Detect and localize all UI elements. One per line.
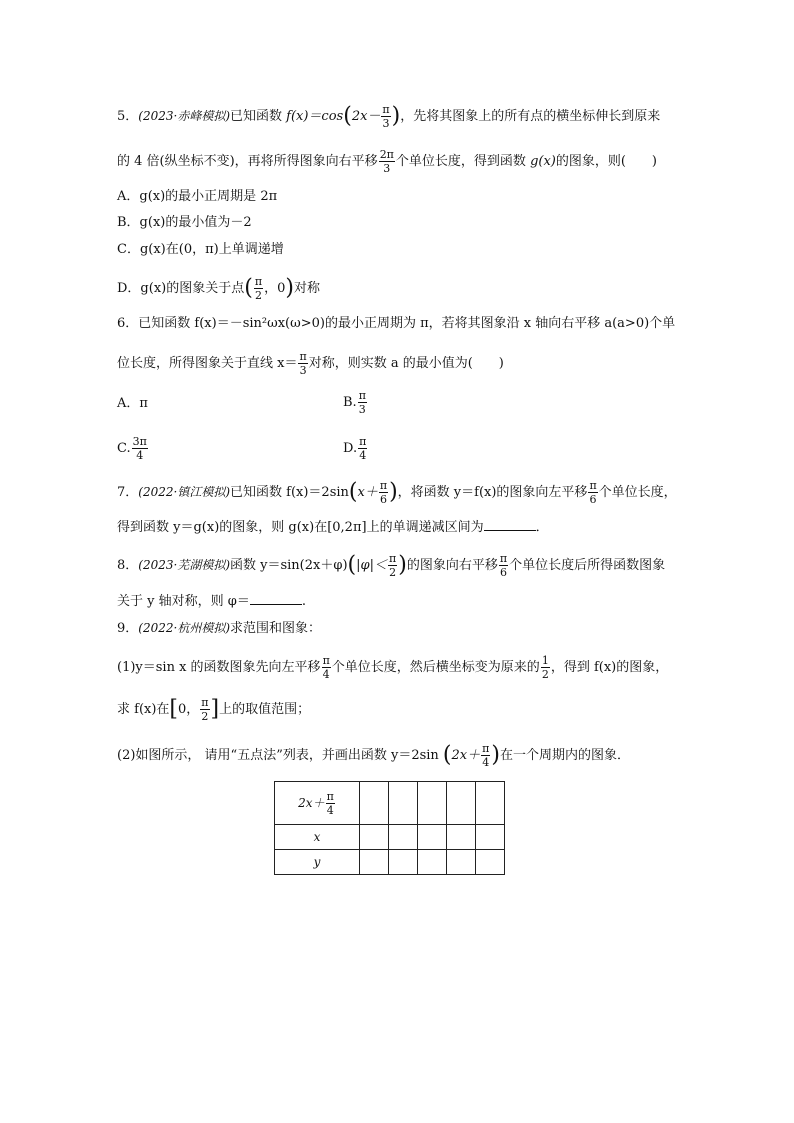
q9-part1-line-1	[117, 655, 668, 680]
fraction-pi-3	[298, 351, 307, 376]
fraction-pi-3	[381, 104, 390, 129]
q6-line2-text: 位长度，所得图象关于直线 x＝	[117, 356, 298, 371]
frac-num: π	[589, 479, 597, 492]
q9-p1-text: (1)y＝sin x 的函数图象先向左平移	[117, 660, 321, 675]
frac-den: 2	[541, 668, 549, 681]
frac-den: 4	[136, 449, 144, 462]
right-paren: )	[389, 479, 398, 505]
frac-den: 2	[254, 289, 262, 302]
frac-num: π	[389, 552, 397, 565]
q5-inner: 2x－	[351, 109, 381, 124]
table-cell[interactable]	[476, 782, 505, 825]
q8-text-2: 的图象向右平移	[406, 558, 498, 573]
q9-line-1	[117, 618, 321, 639]
q7-text-3: 个单位长度，	[598, 485, 677, 500]
table-cell[interactable]	[418, 850, 447, 875]
left-paren: (	[343, 103, 352, 129]
q9-p2-tail: 在一个周期内的图象．	[499, 748, 630, 763]
q7-line-1	[117, 480, 677, 505]
q5-gx: g(x)	[530, 154, 556, 169]
frac-den: 6	[379, 493, 387, 506]
frac-num: π	[482, 742, 490, 755]
table-head-x: x	[275, 825, 360, 850]
table-head-y: y	[275, 850, 360, 875]
fraction-pi-4	[358, 436, 367, 461]
fraction-3pi-4	[132, 436, 148, 461]
q8-text-3: 个单位长度后所得函数图象	[509, 558, 666, 573]
fraction-pi-6	[379, 480, 388, 505]
frac-num: π	[382, 103, 390, 116]
q9-p1-line2-tail: 上的取值范围；	[219, 702, 311, 717]
q5-text: 已知函数	[230, 109, 287, 124]
frac-den: 2	[201, 710, 209, 723]
q5-option-b: B．g(x)的最小值为－2	[117, 215, 252, 230]
left-paren: (	[442, 742, 452, 768]
q9-p1-line2-text: 求 f(x)在	[117, 702, 170, 717]
frac-num: π	[299, 350, 307, 363]
frac-den: 4	[482, 756, 490, 769]
frac-num: π	[499, 552, 508, 565]
q5-option-d	[117, 276, 320, 301]
five-point-table	[274, 781, 505, 875]
frac-den: 4	[359, 449, 367, 462]
table-cell[interactable]	[418, 782, 447, 825]
fraction-pi-2	[200, 697, 209, 722]
answer-blank[interactable]	[250, 592, 302, 605]
q5-text-2: ，先将其图象上的所有点的横坐标伸长到原来	[400, 109, 661, 124]
frac-num: π	[359, 435, 367, 448]
option-label: B.	[343, 395, 357, 410]
q7-inner: x＋	[357, 485, 378, 500]
frac-num: 1	[541, 654, 549, 667]
frac-den: 3	[383, 162, 391, 175]
frac-den: 6	[589, 493, 597, 506]
fraction-pi-3	[358, 390, 367, 415]
q7-line-2	[117, 518, 549, 538]
fraction-pi-4	[326, 791, 335, 816]
option-label: C.	[117, 441, 131, 456]
q9-p1-text-2: 个单位长度，然后横坐标变为原来的	[331, 660, 540, 675]
fraction-pi-4	[322, 655, 331, 680]
table-cell[interactable]	[360, 825, 389, 850]
table-cell[interactable]	[389, 782, 418, 825]
q5-line-2	[117, 149, 657, 174]
q7-number: 7．	[117, 485, 139, 500]
q9-p1-text-3: ，得到 f(x)的图象，	[550, 660, 669, 675]
q8-number: 8．	[117, 558, 139, 573]
left-bracket: [	[169, 696, 179, 722]
frac-num: π	[201, 696, 209, 709]
q8-inner: |φ|＜	[356, 558, 387, 573]
frac-num: 2π	[379, 148, 394, 161]
fraction-1-2	[541, 655, 550, 680]
q5-option-c: C．g(x)在(0，π)上单调递增	[117, 242, 284, 257]
q9-text: 求范围和图象：	[230, 621, 322, 636]
table-cell[interactable]	[389, 850, 418, 875]
frac-den: 3	[358, 403, 366, 416]
right-paren: )	[398, 552, 407, 578]
table-cell[interactable]	[447, 850, 476, 875]
q6-option-a: A．π	[117, 396, 148, 411]
right-paren: )	[491, 742, 500, 768]
frac-num: π	[326, 789, 334, 803]
frac-num: π	[254, 275, 263, 288]
fraction-pi-2	[254, 276, 263, 301]
q7-text-2: ，将函数 y＝f(x)的图象向左平移	[397, 485, 588, 500]
q6-line-1: 6．已知函数 f(x)＝－sin²ωx(ω>0)的最小正周期为 π，若将其图象沿 x 轴向右平移 a(a>0)个单	[117, 316, 676, 331]
table-cell[interactable]	[447, 782, 476, 825]
table-row	[275, 782, 505, 825]
left-paren: (	[348, 479, 358, 505]
head-text: 2x＋	[298, 795, 325, 810]
q7-line2-text: 得到函数 y＝g(x)的图象，则 g(x)在[0,2π]上的单调递减区间为	[117, 520, 484, 535]
fraction-pi-6	[499, 553, 508, 578]
q5-line2-text: 的 4 倍(纵坐标不变)，再将所得图象向右平移	[117, 154, 378, 169]
right-bracket: ]	[210, 696, 220, 722]
table-cell[interactable]	[418, 825, 447, 850]
fraction-2pi-3	[379, 149, 395, 174]
q5-number: 5．	[117, 109, 139, 124]
q7-period: ．	[535, 520, 549, 535]
table-cell[interactable]	[360, 850, 389, 875]
table-cell[interactable]	[447, 825, 476, 850]
frac-den: 4	[326, 803, 334, 817]
frac-den: 6	[499, 566, 507, 579]
q8-line-2	[117, 592, 306, 612]
q5-line2-text-b: 个单位长度，得到函数	[395, 154, 531, 169]
frac-num: π	[379, 479, 388, 492]
q8-source: (2023·芜湖模拟)	[138, 558, 230, 572]
q9-interval: 0，	[178, 702, 200, 717]
q8-line-1	[117, 553, 665, 578]
frac-den: 3	[299, 364, 307, 377]
frac-den: 3	[382, 117, 390, 130]
fraction-pi-4	[481, 743, 490, 768]
frac-num: 3π	[132, 435, 147, 448]
q9-p2-text: (2)如图所示， 请用“五点法”列表，并画出函数 y＝2sin	[117, 748, 443, 763]
left-paren: (	[244, 275, 253, 301]
q5-optd-text: D．g(x)的图象关于点	[117, 281, 245, 296]
q9-number: 9．	[117, 621, 139, 636]
q6-line2-text-b: 对称，则实数 a 的最小值为( )	[308, 356, 504, 371]
q5-source: (2023·赤峰模拟)	[138, 109, 230, 123]
table-cell[interactable]	[476, 850, 505, 875]
q6-option-d	[343, 436, 368, 461]
q5-optd-tail: 对称	[293, 281, 320, 296]
q9-source: (2022·杭州模拟)	[138, 621, 230, 635]
q8-text: 函数 y＝sin(2x＋φ)	[230, 558, 348, 573]
q5-line-1	[117, 104, 660, 129]
q9-part1-line-2	[117, 697, 310, 722]
table-row	[275, 850, 505, 875]
frac-den: 4	[322, 668, 330, 681]
q9-part2-line	[117, 743, 630, 768]
q5-line2-text-c: 的图象，则( )	[555, 154, 658, 169]
q5-optd-zero: ，0	[264, 281, 286, 296]
table-cell[interactable]	[476, 825, 505, 850]
table-head-2x-plus-pi4	[275, 782, 360, 825]
option-label: D.	[343, 441, 358, 456]
q7-text: 已知函数 f(x)＝2sin	[230, 485, 349, 500]
table-cell[interactable]	[360, 782, 389, 825]
frac-num: π	[322, 654, 330, 667]
frac-den: 2	[389, 566, 397, 579]
table-row	[275, 825, 505, 850]
fraction-pi-6	[588, 480, 597, 505]
q8-period: .	[301, 594, 306, 609]
frac-num: π	[358, 389, 366, 402]
left-paren: (	[347, 552, 357, 578]
q8-line2-text: 关于 y 轴对称，则 φ＝	[117, 594, 250, 609]
right-paren: )	[391, 103, 401, 129]
right-paren: )	[285, 275, 294, 301]
q5-option-a: A．g(x)的最小正周期是 2π	[117, 189, 278, 204]
q6-option-b	[343, 390, 368, 415]
q5-fx: f(x)＝cos	[286, 109, 344, 124]
fraction-pi-2	[388, 553, 397, 578]
q6-line-2	[117, 351, 504, 376]
table-cell[interactable]	[389, 825, 418, 850]
q7-source: (2022·镇江模拟)	[138, 485, 230, 499]
answer-blank[interactable]	[484, 518, 536, 531]
q6-option-c	[117, 436, 149, 461]
q9-p2-inner: 2x＋	[451, 748, 481, 763]
